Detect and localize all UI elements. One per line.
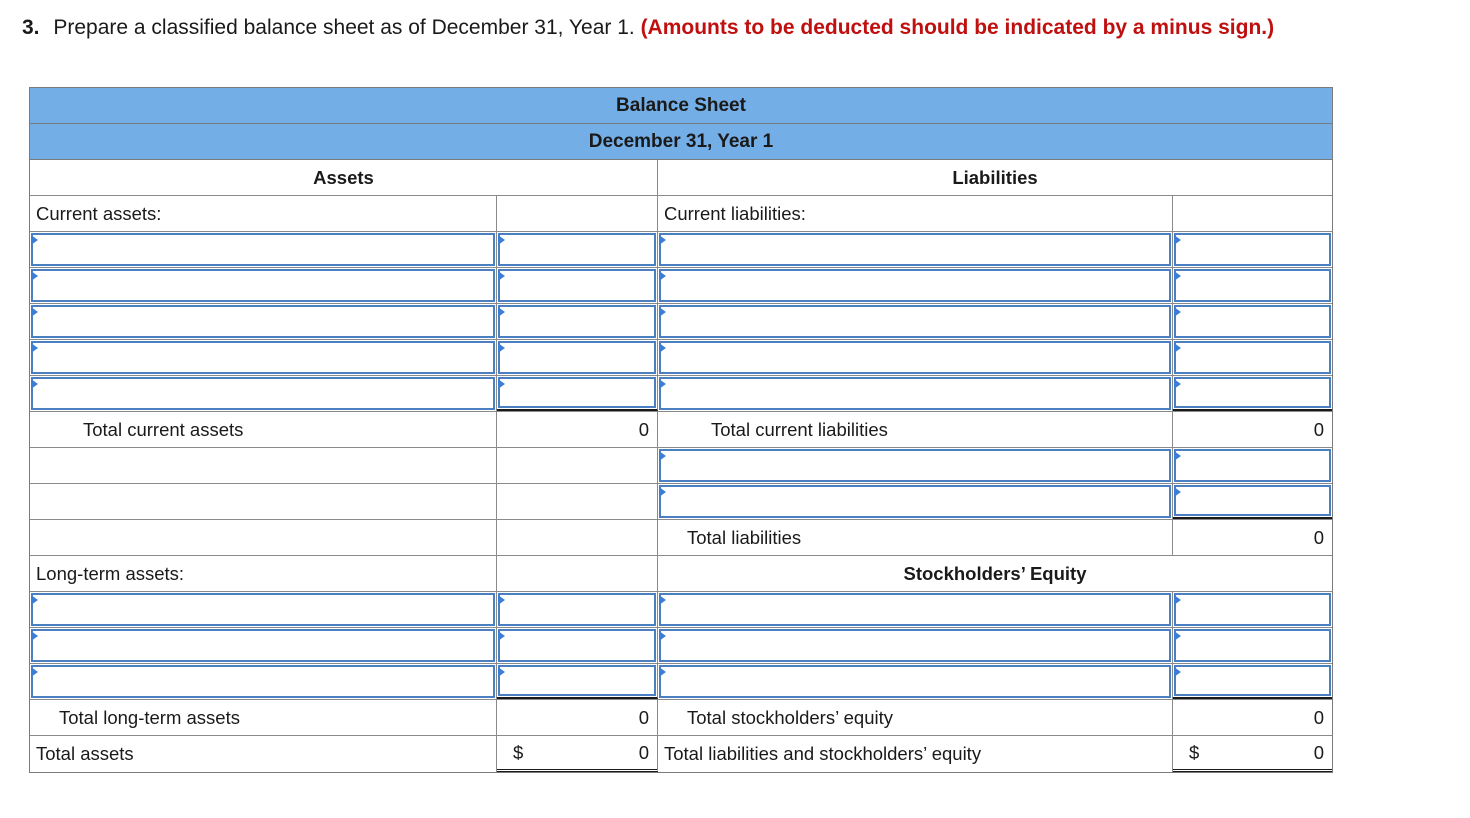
table-row	[30, 700, 1332, 736]
table-row	[30, 160, 1332, 196]
table-row	[30, 736, 1332, 772]
equity-name-input-1[interactable]	[659, 593, 1171, 626]
current-liability-amount-input-5[interactable]	[1174, 377, 1331, 408]
equity-amount-input-1[interactable]	[1174, 593, 1331, 626]
total-assets-value: 0	[638, 741, 649, 763]
sheet-title: Balance Sheet	[29, 87, 1333, 123]
current-liability-name-input-4[interactable]	[659, 341, 1171, 374]
current-asset-name-input-5[interactable]	[31, 377, 495, 410]
total-liab-equity-value: 0	[1313, 741, 1324, 763]
table-row	[30, 484, 1332, 520]
table-row	[30, 448, 1332, 484]
liabilities-heading: Liabilities	[952, 166, 1038, 188]
total-liabilities-label: Total liabilities	[658, 520, 1173, 555]
total-liab-equity-cell	[1173, 736, 1332, 772]
current-liability-amount-input-3[interactable]	[1174, 305, 1331, 338]
table-row	[30, 592, 1332, 628]
long-term-asset-name-input-2[interactable]	[31, 629, 495, 662]
total-liabilities-value: 0	[1313, 526, 1324, 548]
stockholders-equity-heading: Stockholders’ Equity	[903, 562, 1087, 584]
total-stockholders-equity-label: Total stockholders’ equity	[658, 700, 1173, 735]
long-term-assets-label: Long-term assets:	[30, 556, 497, 591]
current-liability-name-input-1[interactable]	[659, 233, 1171, 266]
question-prompt	[22, 16, 1274, 40]
current-liability-amount-input-4[interactable]	[1174, 341, 1331, 374]
table-row	[30, 196, 1332, 232]
current-liability-amount-input-2[interactable]	[1174, 269, 1331, 302]
total-assets-currency: $	[513, 741, 524, 763]
balance-sheet-table	[29, 87, 1333, 773]
table-row	[30, 268, 1332, 304]
equity-amount-input-2[interactable]	[1174, 629, 1331, 662]
total-assets-label: Total assets	[30, 736, 497, 772]
long-term-asset-amount-input-3[interactable]	[498, 665, 656, 696]
total-liab-equity-label: Total liabilities and stockholders’ equity	[658, 736, 1173, 772]
equity-name-input-2[interactable]	[659, 629, 1171, 662]
current-liability-name-input-3[interactable]	[659, 305, 1171, 338]
table-row	[30, 376, 1332, 412]
long-term-asset-name-input-1[interactable]	[31, 593, 495, 626]
total-current-liabilities-label: Total current liabilities	[658, 412, 1173, 447]
table-row	[30, 664, 1332, 700]
table-row	[30, 628, 1332, 664]
total-long-term-assets-label: Total long-term assets	[30, 700, 497, 735]
current-asset-name-input-3[interactable]	[31, 305, 495, 338]
question-instruction: (Amounts to be deducted should be indicated by a minus sign.)	[640, 16, 1275, 39]
long-term-asset-amount-input-2[interactable]	[498, 629, 656, 662]
table-row	[30, 340, 1332, 376]
long-term-asset-name-input-3[interactable]	[31, 665, 495, 698]
current-liabilities-label: Current liabilities:	[658, 196, 1173, 231]
sheet-date: December 31, Year 1	[29, 123, 1333, 159]
current-asset-amount-input-5[interactable]	[498, 377, 656, 408]
total-long-term-assets-value: 0	[497, 700, 658, 735]
question-number: 3.	[22, 16, 40, 39]
current-asset-name-input-4[interactable]	[31, 341, 495, 374]
table-row	[30, 232, 1332, 268]
assets-heading: Assets	[30, 160, 658, 195]
current-liability-name-input-5[interactable]	[659, 377, 1171, 410]
current-asset-amount-input-3[interactable]	[498, 305, 656, 338]
current-asset-amount-input-2[interactable]	[498, 269, 656, 302]
liability-name-input-6[interactable]	[659, 449, 1171, 482]
long-term-asset-amount-input-1[interactable]	[498, 593, 656, 626]
total-current-assets-value: 0	[497, 412, 658, 447]
total-stockholders-equity-value: 0	[1313, 706, 1324, 728]
liability-name-input-7[interactable]	[659, 485, 1171, 518]
current-asset-amount-input-1[interactable]	[498, 233, 656, 266]
current-assets-label: Current assets:	[30, 196, 497, 231]
question-text: Prepare a classified balance sheet as of December 31, Year 1.	[53, 16, 635, 39]
equity-name-input-3[interactable]	[659, 665, 1171, 698]
table-row	[30, 556, 1332, 592]
equity-amount-input-3[interactable]	[1174, 665, 1331, 696]
table-row	[30, 520, 1332, 556]
total-current-assets-label: Total current assets	[30, 412, 497, 447]
current-liability-name-input-2[interactable]	[659, 269, 1171, 302]
table-row	[30, 412, 1332, 448]
current-asset-name-input-2[interactable]	[31, 269, 495, 302]
current-asset-amount-input-4[interactable]	[498, 341, 656, 374]
current-liability-amount-input-1[interactable]	[1174, 233, 1331, 266]
current-asset-name-input-1[interactable]	[31, 233, 495, 266]
total-assets-cell	[497, 736, 658, 772]
liability-amount-input-7[interactable]	[1174, 485, 1331, 516]
sheet-grid	[29, 159, 1333, 773]
total-current-liabilities-value: 0	[1313, 418, 1324, 440]
liability-amount-input-6[interactable]	[1174, 449, 1331, 482]
table-row	[30, 304, 1332, 340]
total-liab-equity-currency: $	[1189, 741, 1200, 763]
